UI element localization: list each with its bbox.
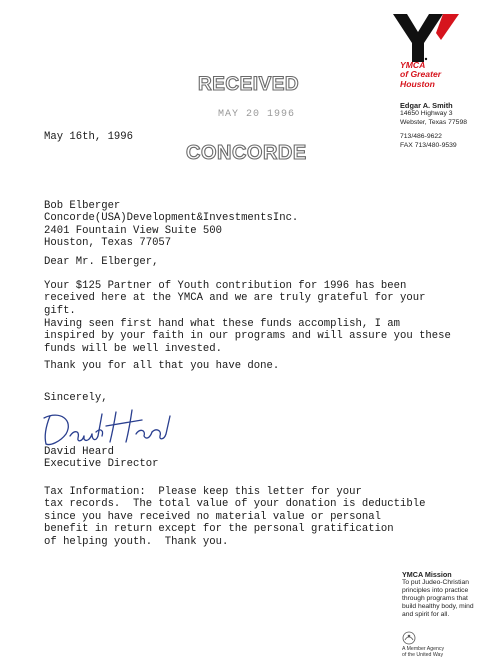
address-line: 14650 Highway 3 — [400, 110, 453, 118]
received-stamp: RECEIVED — [198, 74, 300, 95]
member-line: of the United Way — [402, 652, 444, 659]
tax-line: tax records. The total value of your donation is deductible — [44, 498, 426, 511]
company-stamp: CONCORDE — [186, 142, 307, 164]
paragraph-line: Having seen first hand what these funds accomplish, I am — [44, 318, 401, 330]
mission-statement — [402, 571, 474, 620]
signer-block — [44, 446, 158, 471]
mission-line: principles into practice — [402, 587, 469, 595]
letterhead-contact — [400, 102, 467, 150]
mission-heading: YMCA Mission — [402, 570, 452, 579]
salutation: Dear Mr. Elberger, — [44, 256, 159, 268]
tax-line: Tax Information: Please keep this letter for your — [44, 486, 362, 498]
phone-number: 713/486-9622 — [400, 133, 442, 141]
paragraph-line: Your $125 Partner of Youth contribution for 1996 has been — [44, 280, 407, 292]
member-line: A Member Agency — [402, 646, 445, 652]
ymca-logo — [393, 14, 463, 64]
fax-number: FAX 713/480-9539 — [400, 141, 457, 149]
org-line: YMCA — [400, 60, 426, 70]
tax-information — [44, 486, 425, 548]
org-name — [400, 61, 441, 89]
paragraph — [44, 280, 425, 317]
paragraph-line: received here at the YMCA and we are truly grateful for your — [44, 292, 426, 305]
closing: Sincerely, — [44, 392, 108, 404]
paragraph: Thank you for all that you have done. — [44, 360, 280, 372]
contact-name: Edgar A. Smith — [400, 101, 453, 110]
united-way-member — [402, 646, 444, 658]
signer-title: Executive Director — [44, 458, 159, 471]
org-line: Houston — [400, 78, 435, 89]
handwritten-signature — [40, 406, 180, 448]
received-date-stamp: MAY 20 1996 — [218, 109, 296, 120]
letter-date: May 16th, 1996 — [44, 131, 134, 143]
tax-line: since you have received no material value or personal — [44, 510, 381, 523]
org-line: of Greater — [400, 69, 442, 80]
address-line: Webster, Texas 77598 — [400, 118, 468, 126]
paragraph-line: gift. — [44, 304, 76, 317]
recipient-address — [44, 200, 298, 250]
paragraph-line: inspired by your faith in our programs and will assure you these — [44, 330, 451, 343]
united-way-icon — [402, 631, 416, 645]
mission-line: through programs that — [402, 595, 468, 603]
tax-line: benefit in return except for the personal gratification — [44, 523, 394, 536]
mission-line: build healthy body, mind — [402, 603, 474, 611]
address-line: Houston, Texas 77057 — [44, 237, 172, 250]
mission-line: To put Judeo-Christian — [402, 579, 469, 587]
signer-name: David Heard — [44, 446, 114, 458]
address-line: Concorde(USA)Development&InvestmentsInc. — [44, 212, 299, 225]
mission-line: and spirit for all. — [402, 611, 450, 619]
tax-line: of helping youth. Thank you. — [44, 535, 229, 548]
address-line: Bob Elberger — [44, 200, 121, 212]
address-line: 2401 Fountain View Suite 500 — [44, 224, 223, 237]
paragraph — [44, 318, 451, 355]
paragraph-line: funds will be well invested. — [44, 342, 223, 355]
